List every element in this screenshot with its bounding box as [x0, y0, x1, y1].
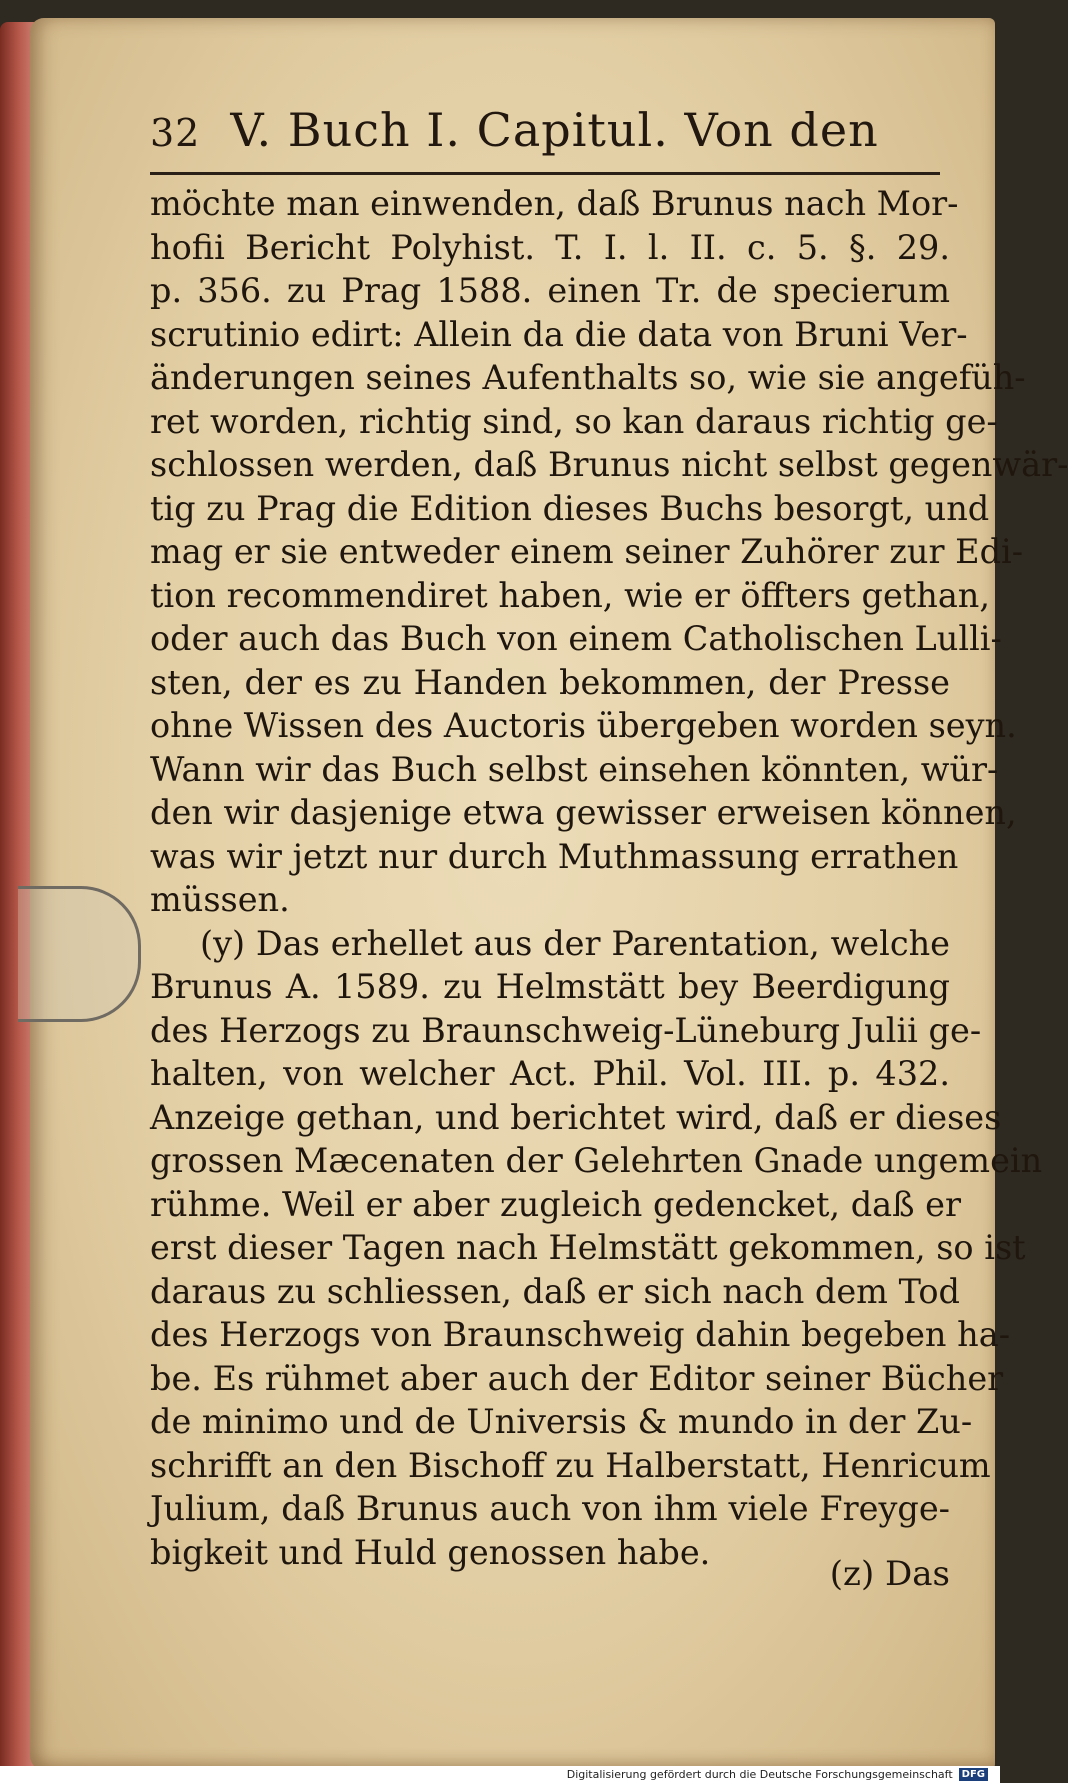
footnote-line: des Herzogs zu Braunschweig-Lüneburg Julii ge-: [150, 1010, 982, 1050]
text-line: sten, der es zu Handen bekommen, der Presse: [150, 662, 950, 702]
footnote-line: erst dieser Tagen nach Helmstätt gekommen, so ist: [150, 1228, 1026, 1267]
catchword: (z) Das: [829, 1554, 950, 1594]
text-line: ret worden, richtig sind, so kan daraus richtig ge-: [150, 401, 998, 441]
text-line: müssen.: [150, 880, 290, 919]
header-rule: [150, 172, 940, 175]
text-line: möchte man einwenden, daß Brunus nach Mor-: [150, 184, 959, 223]
text-line: tig zu Prag die Edition dieses Buchs besorgt, und: [150, 488, 990, 528]
footnote-line: des Herzogs von Braunschweig dahin begeben ha-: [150, 1315, 1011, 1354]
footnote-line: rühme. Weil er aber zugleich gedencket, daß er: [150, 1184, 962, 1224]
text-line: tion recommendiret haben, wie er öffters gethan,: [150, 575, 991, 615]
text-line: p. 356. zu Prag 1588. einen Tr. de specierum: [150, 271, 950, 310]
text-line: scrutinio edirt: Allein da die data von Bruni Ver-: [150, 314, 968, 354]
page-body: [150, 182, 1068, 1574]
bookmark-tab: [18, 886, 141, 1022]
text-line: Wann wir das Buch selbst einsehen könnten, wür-: [150, 749, 999, 789]
running-title: V. Buch I. Capitul. Von den: [230, 103, 879, 157]
page-number: 32: [150, 111, 201, 155]
footnote-line: Anzeige gethan, und berichtet wird, daß er dieses: [150, 1097, 1002, 1137]
text-line: mag er sie entweder einem seiner Zuhörer zur Edi-: [150, 532, 1024, 571]
footnote-line: Brunus A. 1589. zu Helmstätt bey Beerdigung: [150, 967, 950, 1006]
footnote-line: Julium, daß Brunus auch von ihm viele Freyge-: [150, 1489, 950, 1528]
text-line: hofii Bericht Polyhist. T. I. l. II. c. 5. §. 29.: [150, 227, 950, 267]
running-header: [150, 103, 930, 167]
footnote-line: (y) Das erhellet aus der Parentation, welche: [200, 923, 950, 963]
text-line: schlossen werden, daß Brunus nicht selbst gegenwär-: [150, 445, 1068, 484]
text-line: ohne Wissen des Auctoris übergeben worden seyn.: [150, 706, 1017, 745]
text-line: oder auch das Buch von einem Catholischen Lulli-: [150, 619, 1002, 658]
footnote-line: schrifft an den Bischoff zu Halberstatt, Henricum: [150, 1445, 991, 1485]
footnote-line: bigkeit und Huld genossen habe.: [150, 1532, 711, 1572]
footnote-line: be. Es rühmet aber auch der Editor seiner Bücher: [150, 1358, 1004, 1398]
text-line: was wir jetzt nur durch Muthmassung errathen: [150, 836, 959, 876]
text-line: änderungen seines Aufenthalts so, wie sie angefüh-: [150, 358, 1026, 397]
footnote-line: de minimo und de Universis & mundo in der Zu-: [150, 1402, 973, 1441]
footnote-line: daraus zu schliessen, daß er sich nach dem Tod: [150, 1271, 960, 1311]
footnote-line: grossen Mæcenaten der Gelehrten Gnade ungemein: [150, 1141, 1043, 1180]
footnote-line: halten, von welcher Act. Phil. Vol. III. p. 432.: [150, 1054, 950, 1093]
credit-text: Digitalisierung gefördert durch die Deutsche Forschungsgemeinschaft: [566, 1768, 953, 1781]
dfg-logo-icon: DFG: [959, 1768, 988, 1781]
text-line: den wir dasjenige etwa gewisser erweisen können,: [150, 793, 1017, 832]
digitization-credit: [567, 1766, 988, 1783]
